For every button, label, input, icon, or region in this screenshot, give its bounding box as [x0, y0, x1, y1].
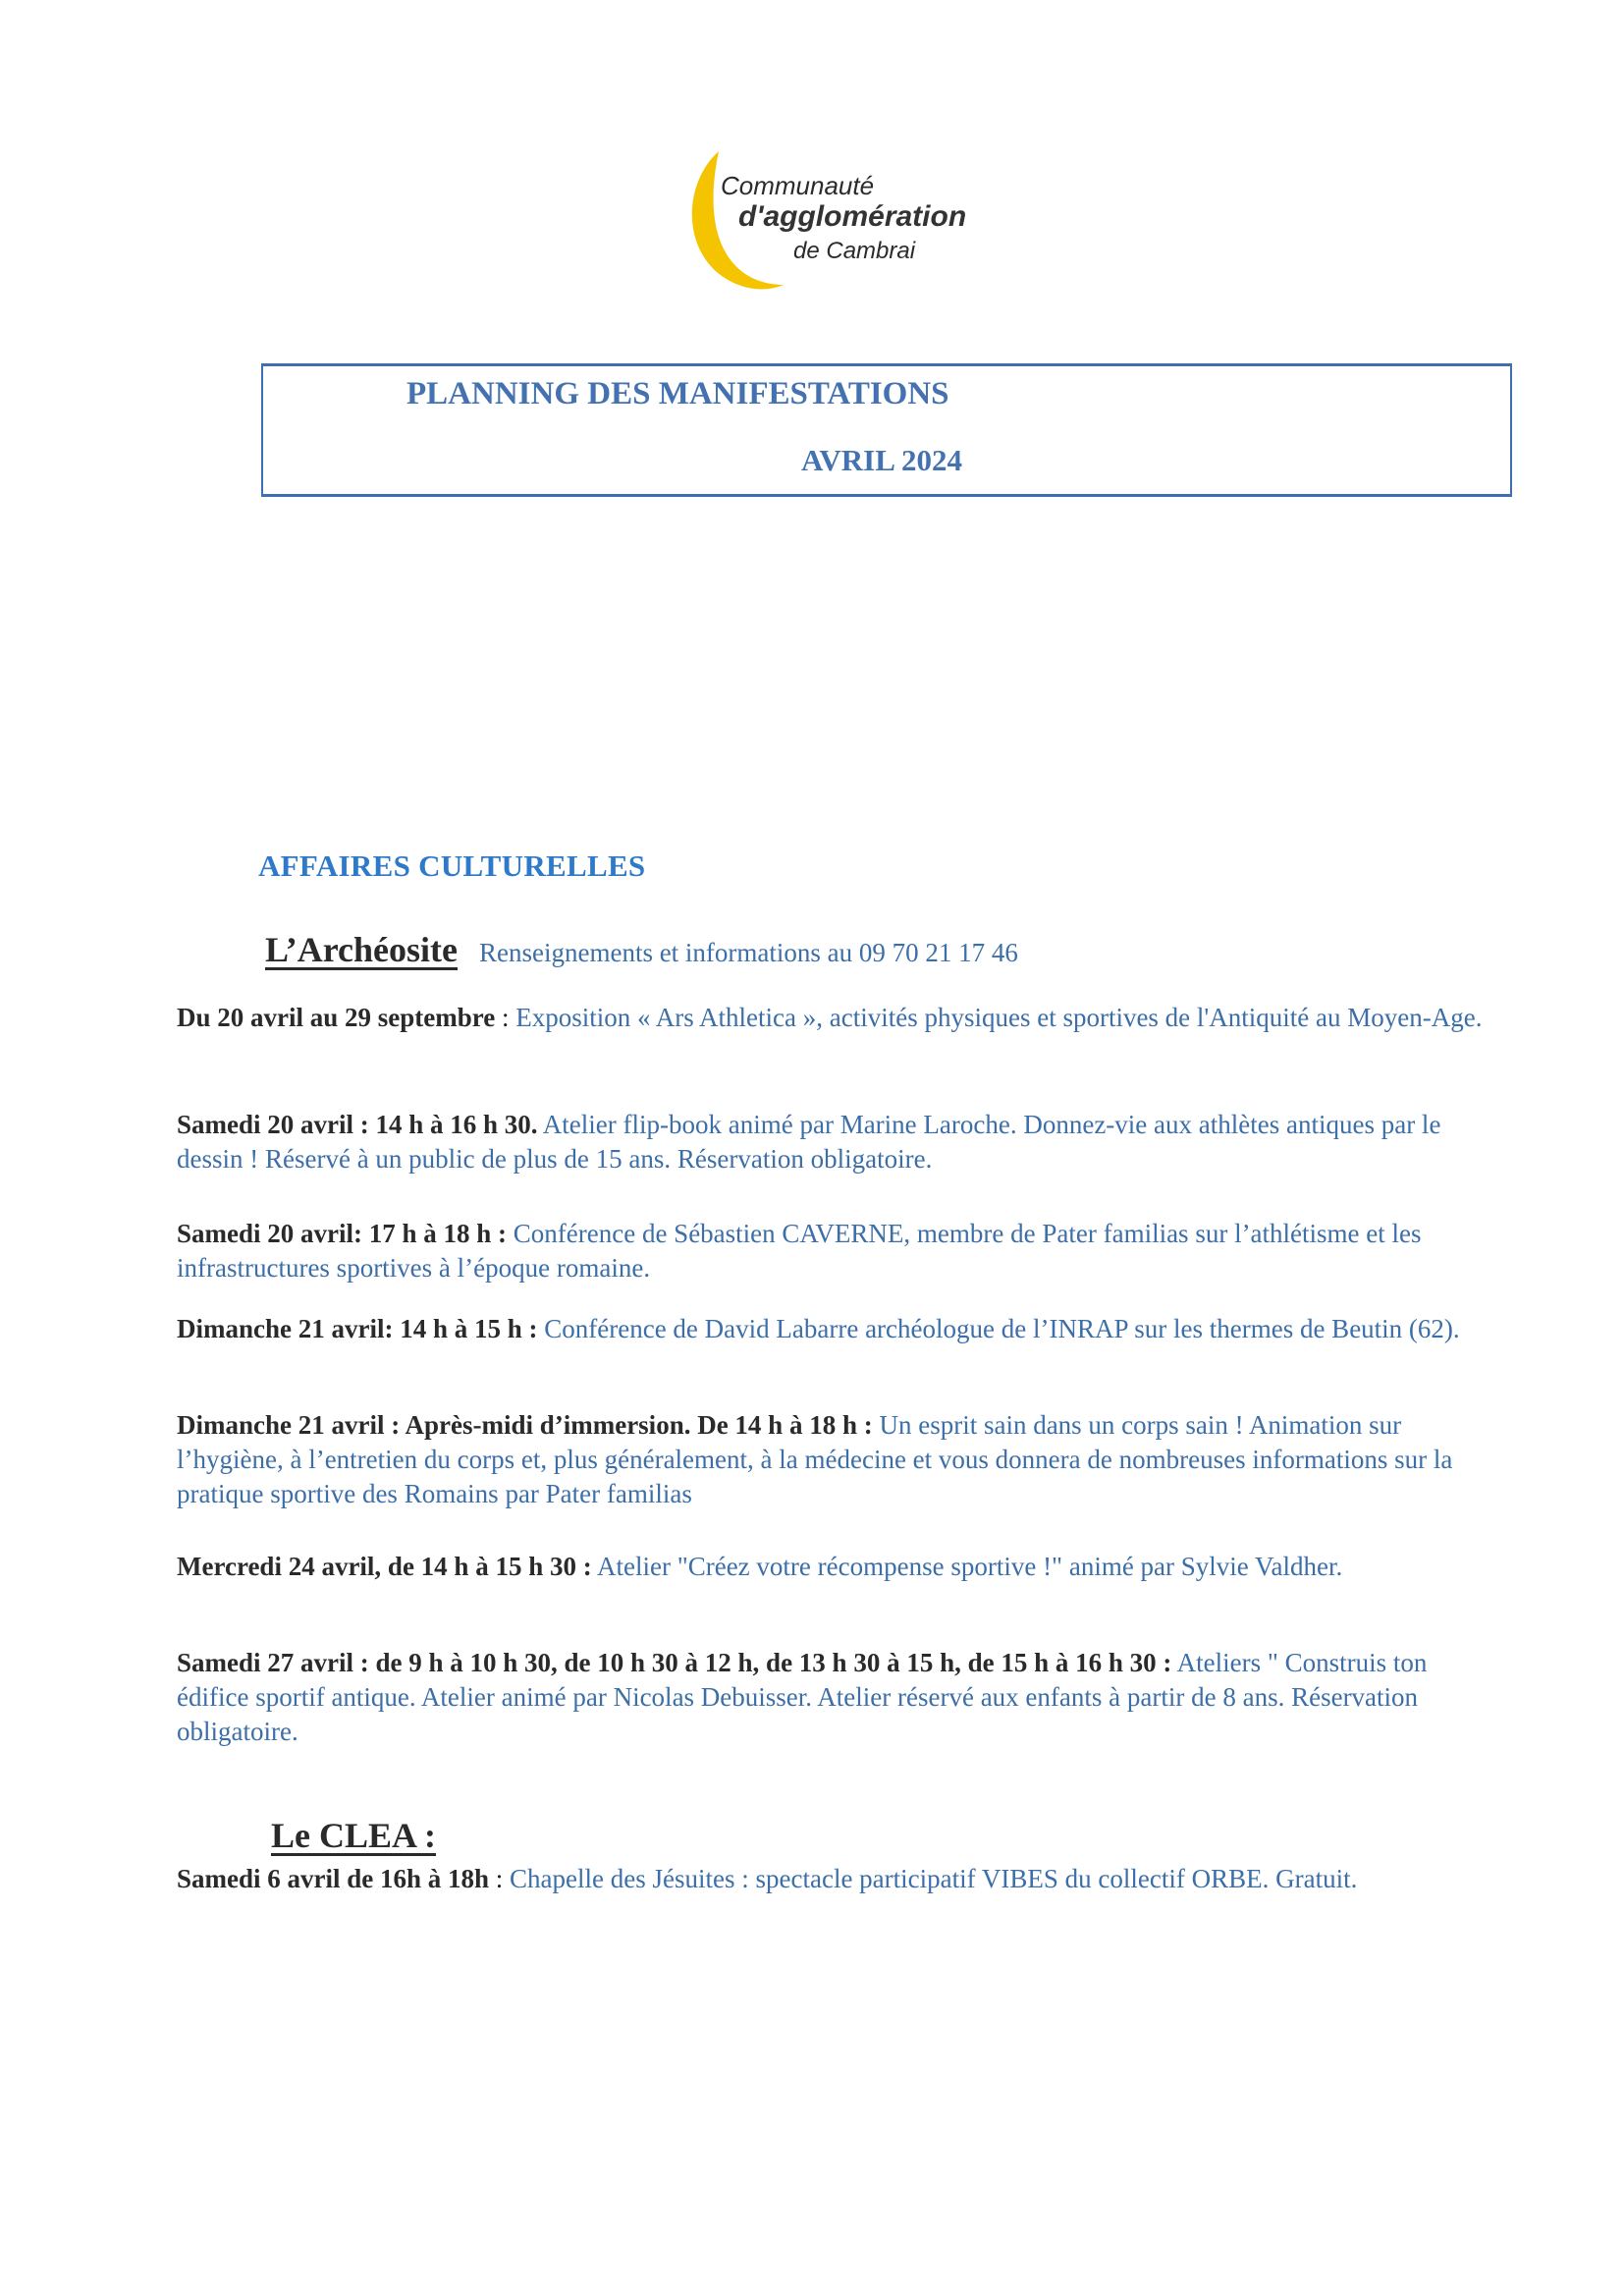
venue-archeosite — [265, 929, 1018, 970]
event-item — [177, 1862, 1483, 1896]
venue-clea — [271, 1815, 436, 1856]
event-item — [177, 1001, 1483, 1035]
event-item — [177, 1312, 1483, 1346]
event-date: Samedi 20 avril : 14 h à 16 h 30. — [177, 1110, 538, 1139]
event-date: Du 20 avril au 29 septembre — [177, 1003, 496, 1032]
event-description: Atelier "Créez votre récompense sportive !" animé par Sylvie Valdher. — [596, 1552, 1343, 1581]
section-heading: AFFAIRES CULTURELLES — [258, 848, 646, 883]
event-description: Conférence de Sébastien CAVERNE, membre de Pater familias sur l’athlétisme et les infrastructures sportives à l’époque romaine. — [177, 1219, 1422, 1283]
event-item — [177, 1646, 1483, 1749]
event-date: Samedi 6 avril de 16h à 18h — [177, 1864, 490, 1893]
venue-name: Le CLEA : — [271, 1816, 437, 1855]
event-date: Dimanche 21 avril : Après-midi d’immersion. De 14 h à 18 h : — [177, 1410, 873, 1440]
venue-name: L’Archéosite — [265, 930, 458, 969]
event-description: Un esprit sain dans un corps sain ! Animation sur l’hygiène, à l’entretien du corps et, plus généralement, à la médecine et vous donnera de nombreuses informations sur la pratique sportive des Romains par Pater familias — [177, 1410, 1453, 1508]
page-subtitle-month: AVRIL 2024 — [801, 443, 962, 477]
event-description: Atelier flip-book animé par Marine Laroche. Donnez-vie aux athlètes antiques par le dessin ! Réservé à un public de plus de 15 ans. Réservation obligatoire. — [177, 1110, 1441, 1174]
logo-line-3: de Cambrai — [793, 238, 916, 264]
title-box — [261, 363, 1512, 497]
event-item — [177, 1550, 1483, 1584]
event-description: Chapelle des Jésuites : spectacle participatif VIBES du collectif ORBE. Gratuit. — [510, 1864, 1358, 1893]
event-date: Dimanche 21 avril: 14 h à 15 h : — [177, 1314, 538, 1343]
event-date: Samedi 27 avril : de 9 h à 10 h 30, de 10 h 30 à 12 h, de 13 h 30 à 15 h, de 15 h à 16 h 30 : — [177, 1648, 1172, 1677]
venue-info: Renseignements et informations au 09 70 21 17 46 — [478, 938, 1018, 967]
page-title: PLANNING DES MANIFESTATIONS — [406, 376, 949, 411]
organization-logo — [677, 147, 992, 295]
logo-line-2: d'agglomération — [738, 200, 967, 233]
event-description: Ateliers " Construis ton édifice sportif antique. Atelier animé par Nicolas Debuisser. Atelier réservé aux enfants à partir de 8 ans. Réservation obligatoire. — [177, 1648, 1428, 1746]
event-separator: : — [495, 1003, 516, 1032]
event-separator — [507, 1219, 514, 1248]
event-item — [177, 1108, 1483, 1176]
event-date: Samedi 20 avril: 17 h à 18 h : — [177, 1219, 508, 1248]
logo-line-1: Communauté — [721, 171, 875, 200]
event-date: Mercredi 24 avril, de 14 h à 15 h 30 : — [177, 1552, 592, 1581]
event-description: Conférence de David Labarre archéologue de l’INRAP sur les thermes de Beutin (62). — [544, 1314, 1460, 1343]
event-item — [177, 1408, 1483, 1511]
event-item — [177, 1217, 1483, 1285]
event-description: Exposition « Ars Athletica », activités physiques et sportives de l'Antiquité au Moyen-Age. — [515, 1003, 1483, 1032]
event-separator: : — [489, 1864, 511, 1893]
